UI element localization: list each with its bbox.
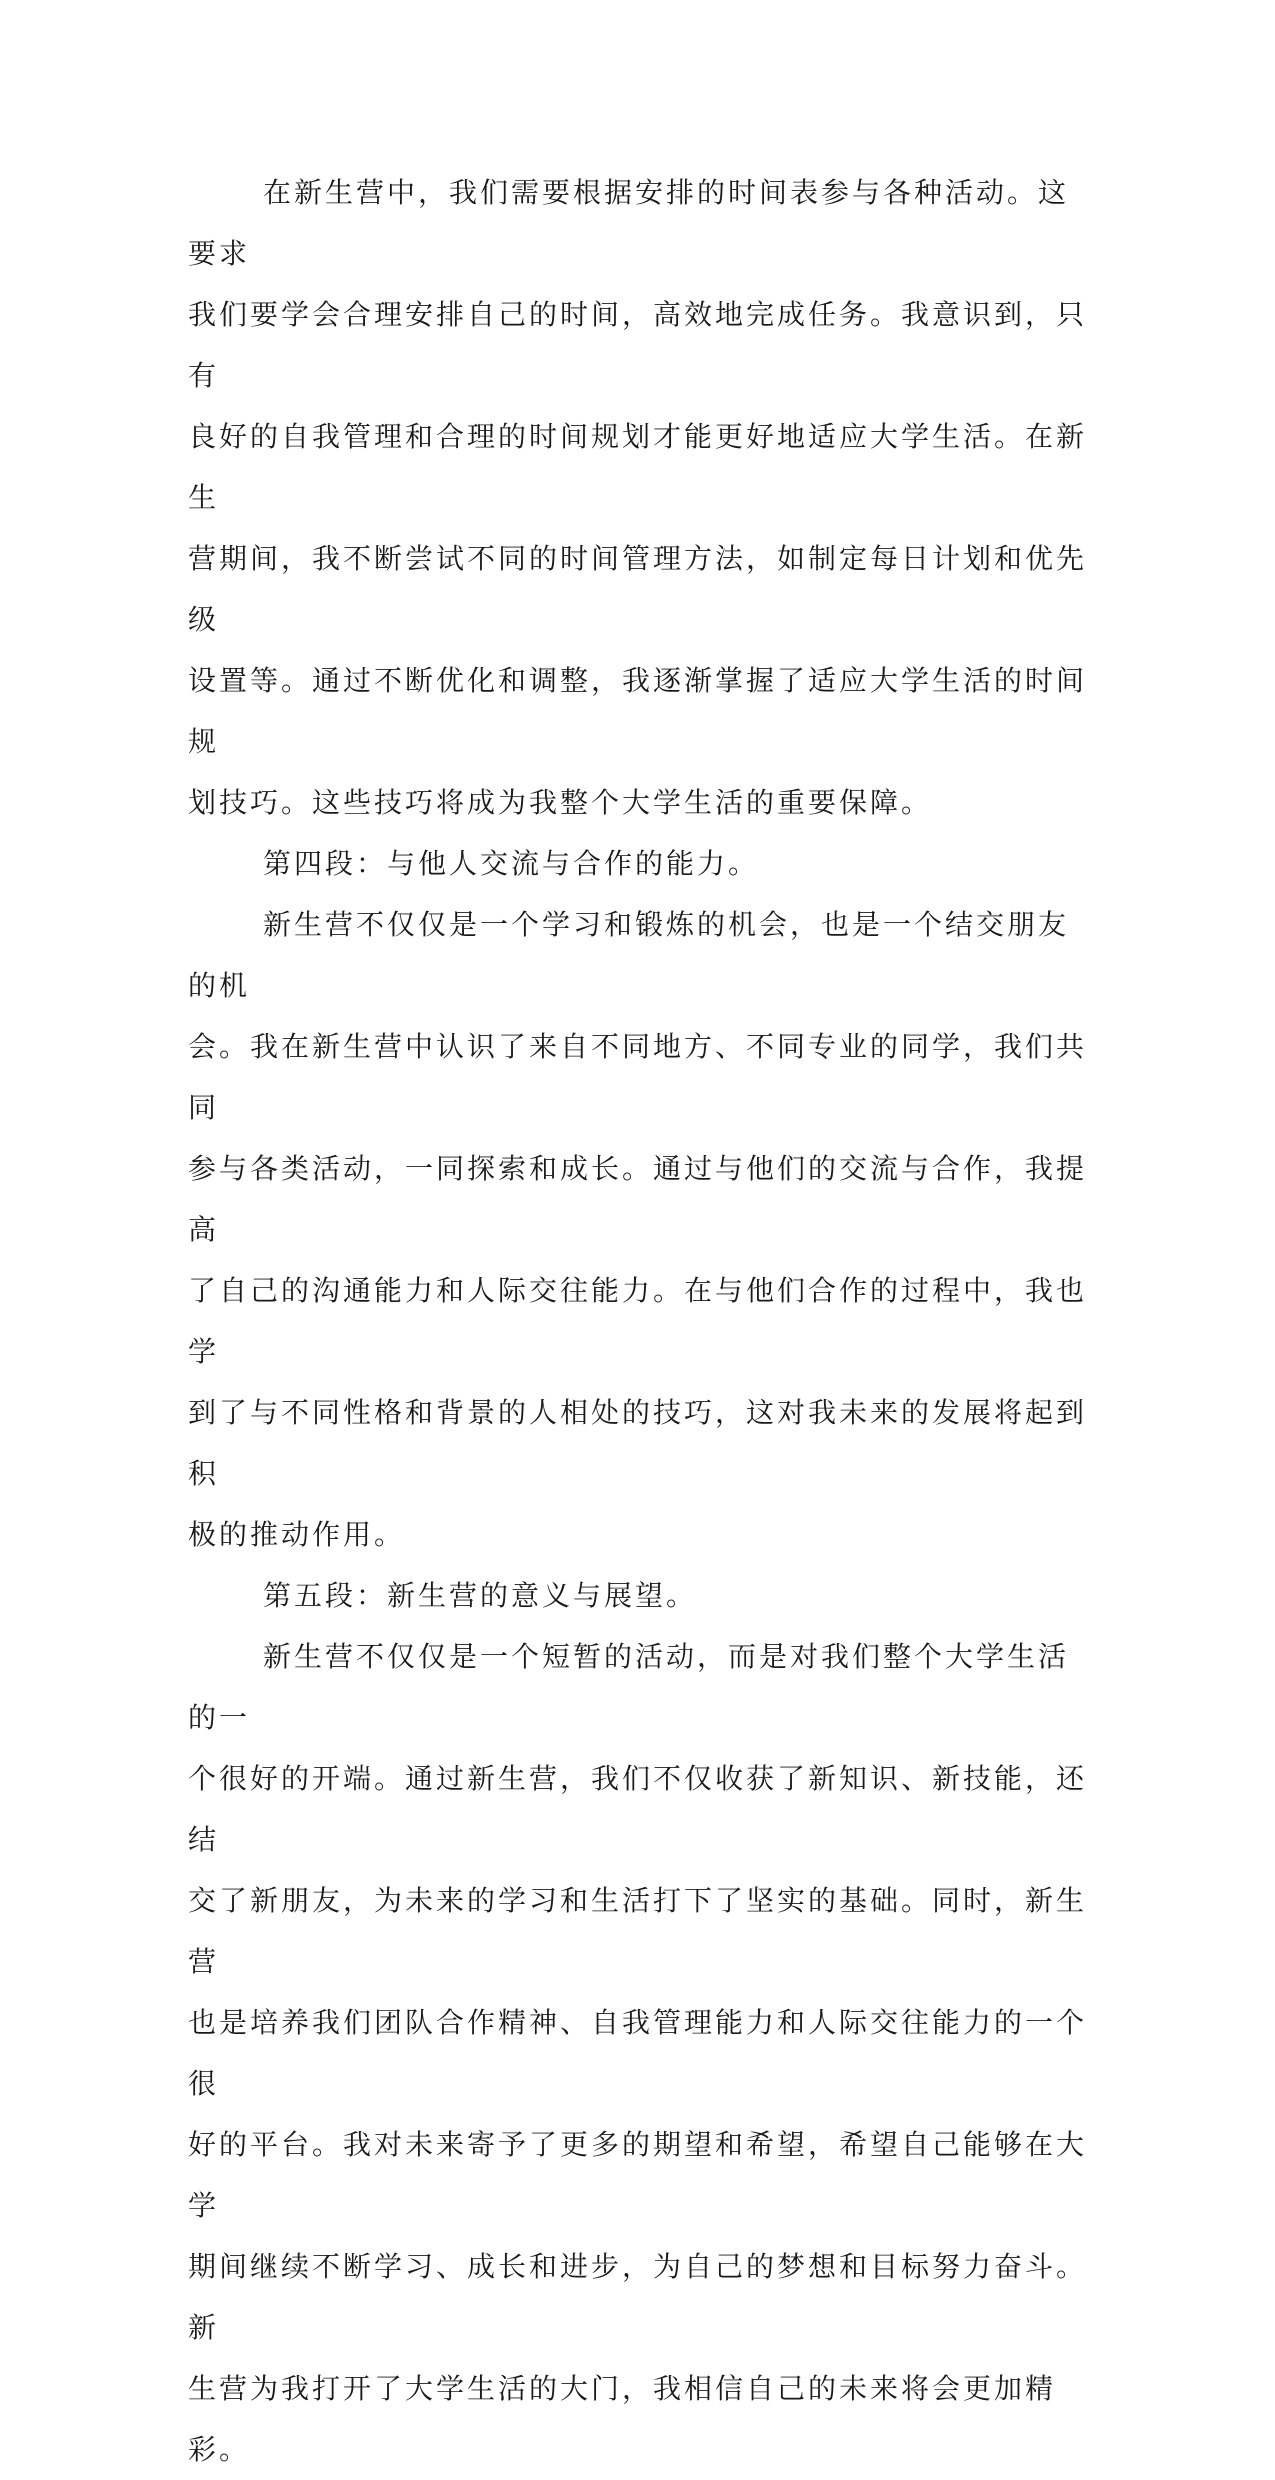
- text-line: 期间继续不断学习、成长和进步，为自己的梦想和目标努力奋斗。新: [188, 2250, 1088, 2344]
- text-line: 生营为我打开了大学生活的大门，我相信自己的未来将会更加精彩。: [188, 2372, 1057, 2466]
- section-heading-4: [188, 833, 1088, 894]
- paragraph-time-management: [188, 162, 1088, 284]
- text-line: 极的推动作用。: [188, 1518, 406, 1551]
- document-body: [188, 162, 1088, 2480]
- text-line: 了自己的沟通能力和人际交往能力。在与他们合作的过程中，我也学: [188, 1274, 1088, 1368]
- text-line: 我们要学会合理安排自己的时间，高效地完成任务。我意识到，只有: [188, 298, 1088, 392]
- paragraph-significance: [188, 1626, 1088, 1748]
- text-line: 参与各类活动，一同探索和成长。通过与他们的交流与合作，我提高: [188, 1152, 1088, 1246]
- paragraph-significance-cont: [188, 1748, 1088, 2480]
- text-line: 新生营不仅仅是一个短暂的活动，而是对我们整个大学生活的一: [188, 1640, 1070, 1734]
- text-line: 良好的自我管理和合理的时间规划才能更好地适应大学生活。在新生: [188, 420, 1088, 514]
- paragraph-communication: [188, 894, 1088, 1016]
- heading-line: 第四段：与他人交流与合作的能力。: [263, 847, 760, 880]
- heading-line: 第五段：新生营的意义与展望。: [263, 1579, 698, 1612]
- text-line: 好的平台。我对未来寄予了更多的期望和希望，希望自己能够在大学: [188, 2128, 1088, 2222]
- text-line: 新生营不仅仅是一个学习和锻炼的机会，也是一个结交朋友的机: [188, 908, 1070, 1002]
- paragraph-time-management-cont: [188, 284, 1088, 833]
- text-line: 在新生营中，我们需要根据安排的时间表参与各种活动。这要求: [188, 176, 1070, 270]
- text-line: 营期间，我不断尝试不同的时间管理方法，如制定每日计划和优先级: [188, 542, 1088, 636]
- text-line: 设置等。通过不断优化和调整，我逐渐掌握了适应大学生活的时间规: [188, 664, 1088, 758]
- text-line: 交了新朋友，为未来的学习和生活打下了坚实的基础。同时，新生营: [188, 1884, 1088, 1978]
- text-line: 划技巧。这些技巧将成为我整个大学生活的重要保障。: [188, 786, 933, 819]
- text-line: 到了与不同性格和背景的人相处的技巧，这对我未来的发展将起到积: [188, 1396, 1088, 1490]
- paragraph-communication-cont: [188, 1016, 1088, 1565]
- text-line: 也是培养我们团队合作精神、自我管理能力和人际交往能力的一个很: [188, 2006, 1088, 2100]
- text-line: 会。我在新生营中认识了来自不同地方、不同专业的同学，我们共同: [188, 1030, 1088, 1124]
- section-heading-5: [188, 1565, 1088, 1626]
- text-line: 个很好的开端。通过新生营，我们不仅收获了新知识、新技能，还结: [188, 1762, 1088, 1856]
